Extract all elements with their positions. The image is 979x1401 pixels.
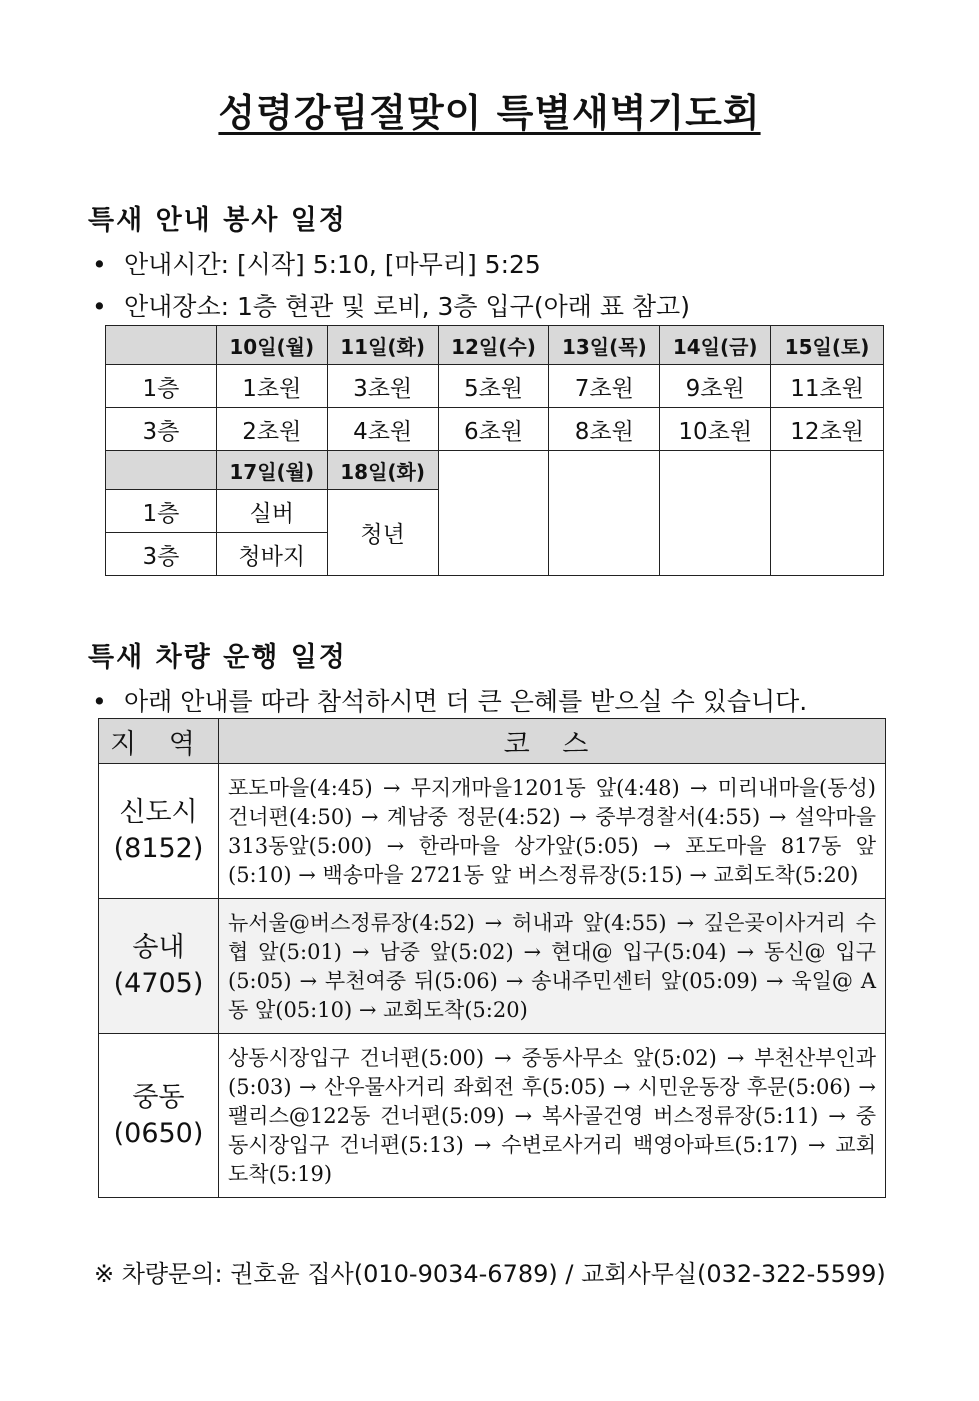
- group-cell: 7초원: [549, 365, 660, 408]
- floor-cell: 1층: [106, 490, 217, 533]
- group-cell: 5초원: [438, 365, 549, 408]
- region-name: 신도시: [119, 797, 198, 828]
- group-cell: 9초원: [660, 365, 771, 408]
- merged-group-cell: 청년: [327, 490, 438, 576]
- region-code: (8152): [113, 833, 204, 864]
- group-cell: 1초원: [216, 365, 327, 408]
- group-cell: 청바지: [216, 533, 327, 576]
- course-header: 코 스: [219, 719, 886, 764]
- group-cell: 11초원: [771, 365, 884, 408]
- section-heading-duty: 특새 안내 봉사 일정: [88, 205, 347, 236]
- group-cell: 12초원: [771, 408, 884, 451]
- date-cell: 12일(수): [438, 326, 549, 365]
- empty-cell: [549, 451, 660, 576]
- table-row: [99, 899, 886, 1034]
- bus-schedule-table: [98, 718, 886, 1198]
- page-title: 성령강림절맞이 특별새벽기도회: [218, 91, 761, 135]
- region-name: 중동: [132, 1081, 185, 1113]
- group-cell: 6초원: [438, 408, 549, 451]
- date-cell: 14일(금): [660, 326, 771, 365]
- empty-cell: [771, 451, 884, 576]
- floor-cell: 3층: [106, 533, 217, 576]
- bullet-symbol: •: [92, 250, 107, 279]
- bullet-text: 안내시간: [시작] 5:10, [마무리] 5:25: [124, 250, 541, 279]
- bullet-place: [92, 287, 690, 323]
- region-name: 송내: [132, 932, 185, 963]
- empty-cell: [438, 451, 549, 576]
- region-cell: [99, 764, 219, 899]
- floor-cell: 3층: [106, 408, 217, 451]
- bullet-time: [92, 245, 541, 281]
- bullet-text: 아래 안내를 따라 참석하시면 더 큰 은혜를 받으실 수 있습니다.: [124, 687, 808, 716]
- bullet-symbol: •: [92, 292, 107, 321]
- route-cell: 뉴서울@버스정류장(4:52) → 허내과 앞(4:55) → 깊은곶이사거리 수협 앞(5:01) → 남중 앞(5:02) → 현대@ 입구(5:04) → 동신@ 입구(5:05) → 부천여중 뒤(5:06) → 송내주민센터 앞(05:09) → 욱일@ A동 앞(05:10) → 교회도착(5:20): [219, 899, 886, 1034]
- route-cell: 상동시장입구 건너편(5:00) → 중동사무소 앞(5:02) → 부천산부인과(5:03) → 산우물사거리 좌회전 후(5:05) → 시민운동장 후문(5:06) → 팰리스@122동 건너편(5:09) → 복사골건영 버스정류장(5:11) → 중동시장입구 건너편(5:13) → 수변로사거리 백영아파트(5:17) → 교회도착(5:19): [219, 1034, 886, 1198]
- bullet-symbol: •: [92, 687, 107, 716]
- date-cell: 18일(화): [327, 451, 438, 490]
- table-row: [99, 1034, 886, 1198]
- group-cell: 8초원: [549, 408, 660, 451]
- region-header: 지 역: [99, 719, 219, 764]
- table-row: [99, 764, 886, 899]
- group-cell: 4초원: [327, 408, 438, 451]
- table-header-row: [106, 451, 884, 490]
- table-row: [106, 365, 884, 408]
- section-heading-bus: 특새 차량 운행 일정: [88, 642, 347, 673]
- group-cell: 10초원: [660, 408, 771, 451]
- region-code: (0650): [113, 1117, 204, 1149]
- group-cell: 3초원: [327, 365, 438, 408]
- table-row: [106, 408, 884, 451]
- floor-cell: 1층: [106, 365, 217, 408]
- contact-note: ※ 차량문의: 권호윤 집사(010-9034-6789) / 교회사무실(032-322-5599): [94, 1260, 886, 1288]
- group-cell: 2초원: [216, 408, 327, 451]
- date-cell: 15일(토): [771, 326, 884, 365]
- date-cell: 11일(화): [327, 326, 438, 365]
- group-cell: 실버: [216, 490, 327, 533]
- date-cell: 13일(목): [549, 326, 660, 365]
- bullet-text: 안내장소: 1층 현관 및 로비, 3층 입구(아래 표 참고): [124, 292, 690, 321]
- corner-cell: [106, 451, 217, 490]
- table-header-row: [106, 326, 884, 365]
- region-cell: [99, 1034, 219, 1198]
- bullet-bus-info: [92, 682, 807, 718]
- date-cell: 10일(월): [216, 326, 327, 365]
- date-cell: 17일(월): [216, 451, 327, 490]
- corner-cell: [106, 326, 217, 365]
- duty-schedule-table: [105, 325, 884, 576]
- region-code: (4705): [113, 968, 204, 999]
- region-cell: [99, 899, 219, 1034]
- table-header-row: [99, 719, 886, 764]
- route-cell: 포도마을(4:45) → 무지개마을1201동 앞(4:48) → 미리내마을(동성) 건너편(4:50) → 계남중 정문(4:52) → 중부경찰서(4:55) → 설악마을313동앞(5:00) → 한라마을 상가앞(5:05) → 포도마을 817동 앞(5:10) → 백송마을 2721동 앞 버스정류장(5:15) → 교회도착(5:20): [219, 764, 886, 899]
- empty-cell: [660, 451, 771, 576]
